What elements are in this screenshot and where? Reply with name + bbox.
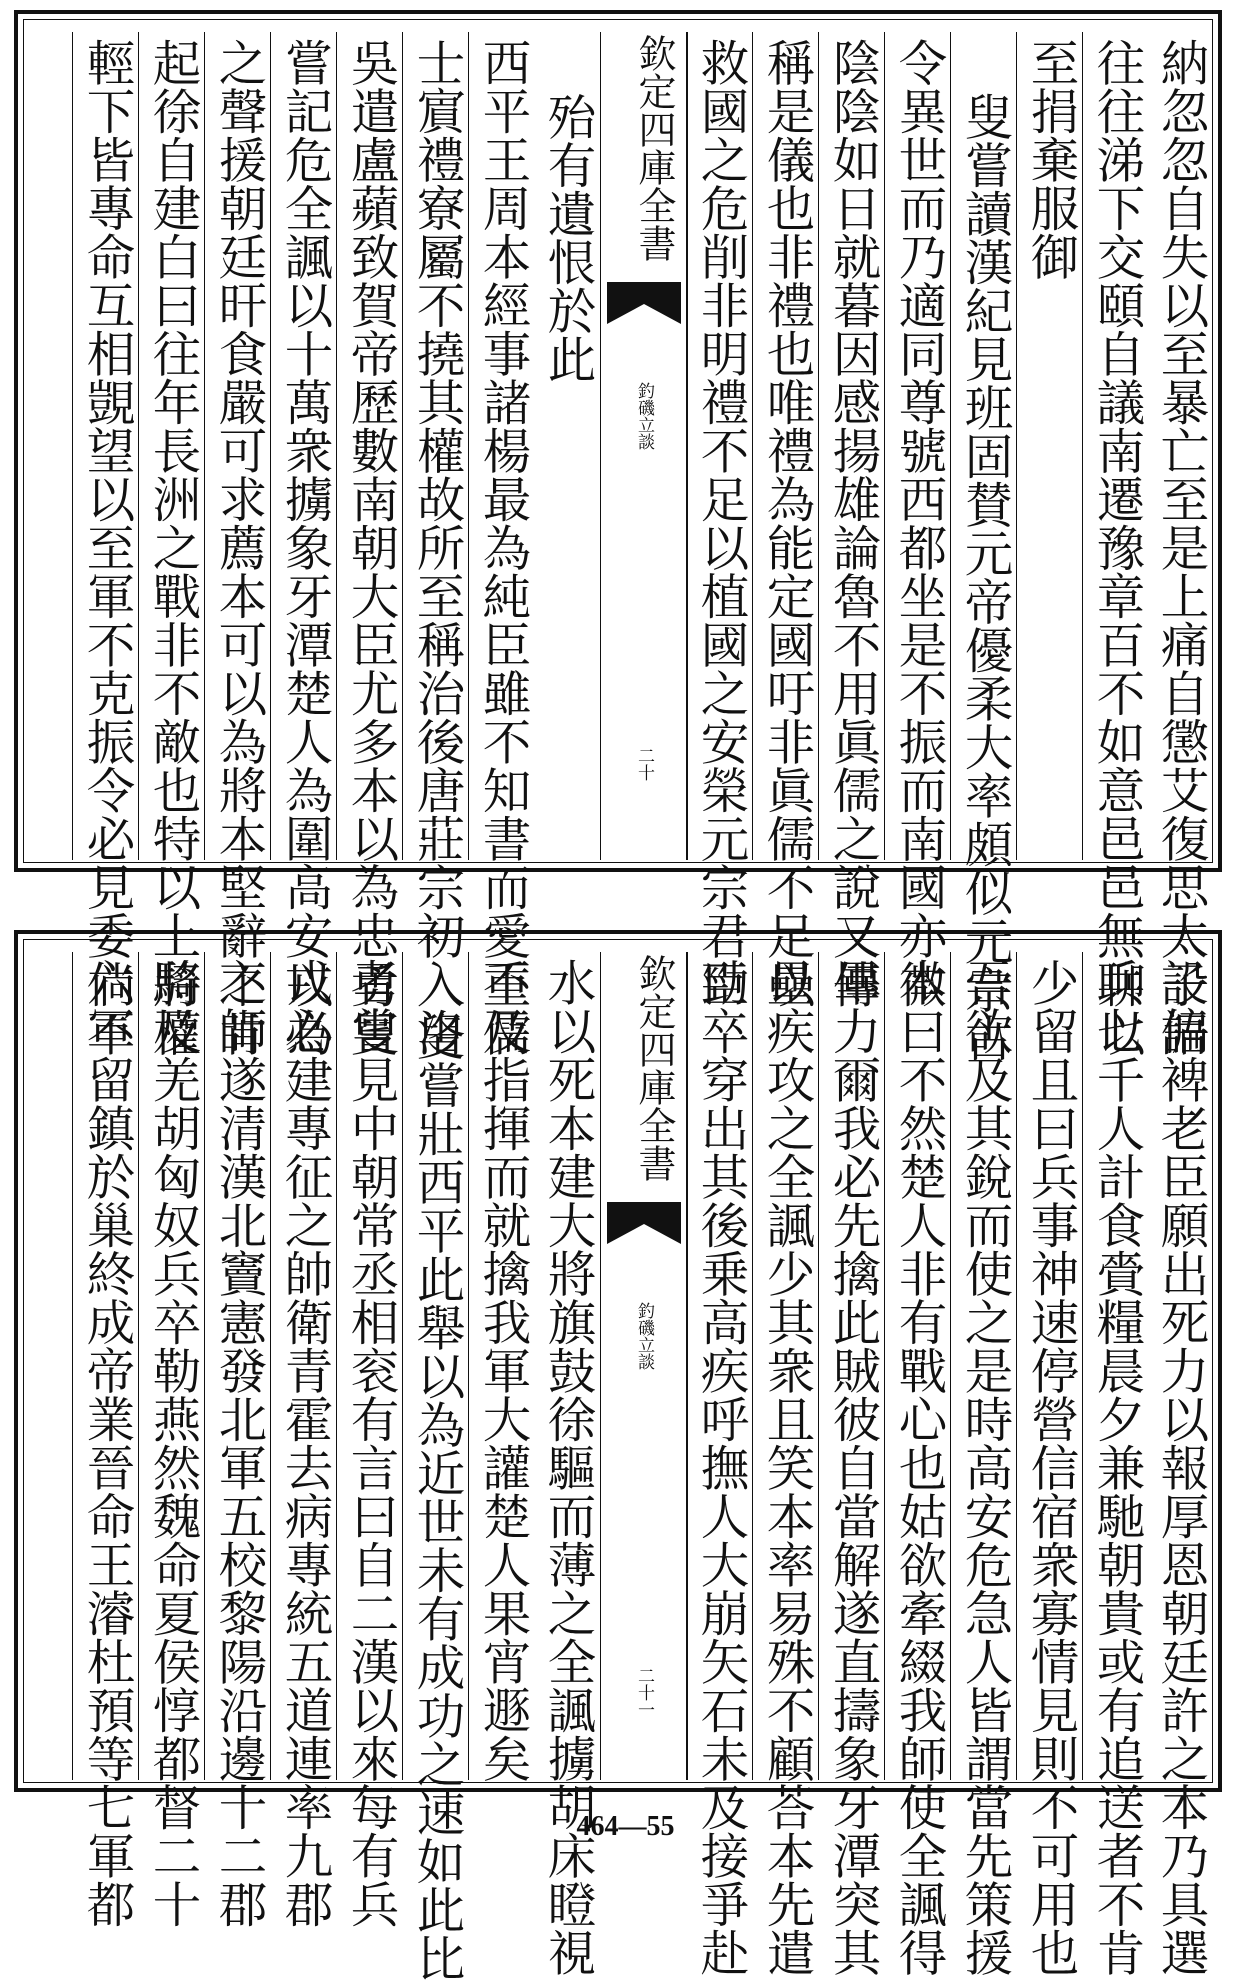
- column-text: 叟嘗壯西平此舉以為近世未有成功之速如此比: [408, 1012, 464, 1982]
- column-text: 陰陰如日就暮因感揚雄論魯不用眞儒之說又傳: [824, 38, 880, 1008]
- center-fold: [600, 32, 688, 860]
- column-text: 六軍留鎮於巢終成帝業晉命王濬杜預等七軍都: [78, 958, 134, 1928]
- text-column: [686, 32, 753, 1008]
- column-text: 起徐自建白曰往年長洲之戰非不敵也特以上將權: [144, 38, 200, 1057]
- column-text: 水以死本建大將旗鼓徐驅而薄之全諷擄胡床瞪視: [539, 958, 595, 1977]
- text-column: [1016, 32, 1083, 860]
- spine-title: 欽定四庫全書: [632, 34, 676, 262]
- column-text: 西平王周本經事諸楊最為純臣雖不知書而愛重儒: [474, 38, 530, 1057]
- column-text: 兵七千人計食賫糧晨夕兼馳朝貴或有追送者不肯: [1088, 958, 1144, 1977]
- fish-tail-mark: [607, 1202, 681, 1244]
- text-column: [138, 32, 205, 1057]
- text-column: [818, 952, 885, 1977]
- text-column: [884, 32, 951, 1008]
- column-text: 壘疾攻之全諷少其衆且笑本率易殊不顧荅本先遣: [758, 958, 814, 1977]
- text-column: [1148, 952, 1212, 1977]
- text-column: [950, 32, 1017, 1062]
- text-column: [534, 32, 600, 860]
- text-column: [752, 952, 819, 1977]
- text-column: [884, 952, 951, 1977]
- spine-page-number: 二十: [634, 747, 654, 781]
- column-text: 少留且曰兵事神速停營信宿衆寡情見則不可用也: [1022, 958, 1078, 1977]
- column-text: 者嘗見中朝常丞相衮有言曰自二漢以來每有兵: [342, 958, 398, 1928]
- column-text: 吳遣盧蘋致賀帝歷數南朝大臣尤多本以為忠勇叟: [342, 38, 398, 1057]
- column-text: 納忽忽自失以至暴亡至是上痛自懲艾復思太子語: [1152, 38, 1208, 1057]
- column-text: 畢力爾我必先擒此賊彼自當解遂直擣象牙潭突其: [824, 958, 880, 1977]
- text-column: [336, 952, 403, 1928]
- column-text: 設偏裨老臣願出死力以報厚恩朝廷許之本乃具選: [1152, 958, 1208, 1977]
- spine-title: 欽定四庫全書: [632, 954, 676, 1182]
- text-column: [270, 952, 337, 1928]
- text-column: [1016, 952, 1083, 1977]
- text-column: [818, 32, 885, 1008]
- text-column: [1082, 952, 1149, 1977]
- spine-page-number: 二十一: [634, 1667, 654, 1718]
- column-text: 至捐棄服御: [1022, 38, 1078, 281]
- spine-book-title: 釣磯立談: [634, 1302, 654, 1370]
- text-column: [72, 32, 139, 1057]
- page-number: 464—55: [576, 1811, 675, 1842]
- column-text: 吾欲及其銳而使之是時高安危急人皆謂當先策援: [956, 958, 1012, 1977]
- column-text: 救國之危削非明禮不足以植國之安榮元宗君臣: [692, 38, 748, 1008]
- text-column: [204, 952, 271, 1928]
- column-text: 戎必建專征之帥衛青霍去病專統五道連率九郡: [276, 958, 332, 1928]
- column-text: 輕下皆專命互相覬望以至軍不克振令必見委倘不: [78, 38, 134, 1057]
- text-column: [752, 32, 819, 1008]
- column-text: 本曰不然楚人非有戰心也姑欲牽綴我師使全諷得: [890, 958, 946, 1977]
- text-column: [686, 952, 753, 1977]
- text-column: [336, 32, 403, 1057]
- text-column: [468, 952, 535, 1783]
- text-column: [204, 32, 271, 1057]
- column-text: 叟嘗讀漢紀見班固賛元帝優柔大率頗似元宗古: [956, 92, 1012, 1062]
- column-text: 之師遂清漢北竇憲發北軍五校黎陽沿邊十二郡: [210, 958, 266, 1928]
- text-column: [1082, 32, 1149, 1057]
- fish-tail-mark: [607, 282, 681, 324]
- page-top: [14, 10, 1222, 1062]
- column-text: 士賔禮寮屬不撓其權故所至稱治後唐莊宗初入洛: [408, 38, 464, 1057]
- text-column: [402, 32, 469, 1057]
- column-text: 令異世而乃適同尊號西都坐是不振而南國亦微: [890, 38, 946, 1008]
- text-column: [468, 32, 535, 1057]
- column-text: 嘗記危全諷以十萬衆擄象牙潭楚人為圍高安以為: [276, 38, 332, 1057]
- column-text: 往往涕下交頤自議南遷豫章百不如意邑邑無聊以: [1088, 38, 1144, 1057]
- spine-book-title: 釣磯立談: [634, 382, 654, 450]
- column-text: 不及指揮而就擒我軍大讙楚人果宵遯矣: [474, 958, 530, 1783]
- text-column: [270, 32, 337, 1057]
- center-fold: [600, 952, 688, 1780]
- text-column: [950, 952, 1017, 1977]
- column-text: 殆有遺恨於此: [539, 92, 595, 383]
- column-text: 勁卒穿出其後乗高疾呼撫人大崩矢石未及接爭赴: [692, 958, 748, 1977]
- column-text: 騎及羌胡匈奴兵卒勒燕然魏命夏侯惇都督二十: [144, 958, 200, 1928]
- text-column: [1148, 32, 1212, 1057]
- text-column: [534, 952, 600, 1977]
- text-column: [72, 952, 139, 1928]
- text-column: [402, 952, 469, 1982]
- column-text: 稱是儀也非禮也唯禮為能定國吁非眞儒不足以: [758, 38, 814, 1008]
- column-text: 之聲援朝廷旰食嚴可求薦本可以為將本堅辭不肯: [210, 38, 266, 1057]
- text-column: [138, 952, 205, 1928]
